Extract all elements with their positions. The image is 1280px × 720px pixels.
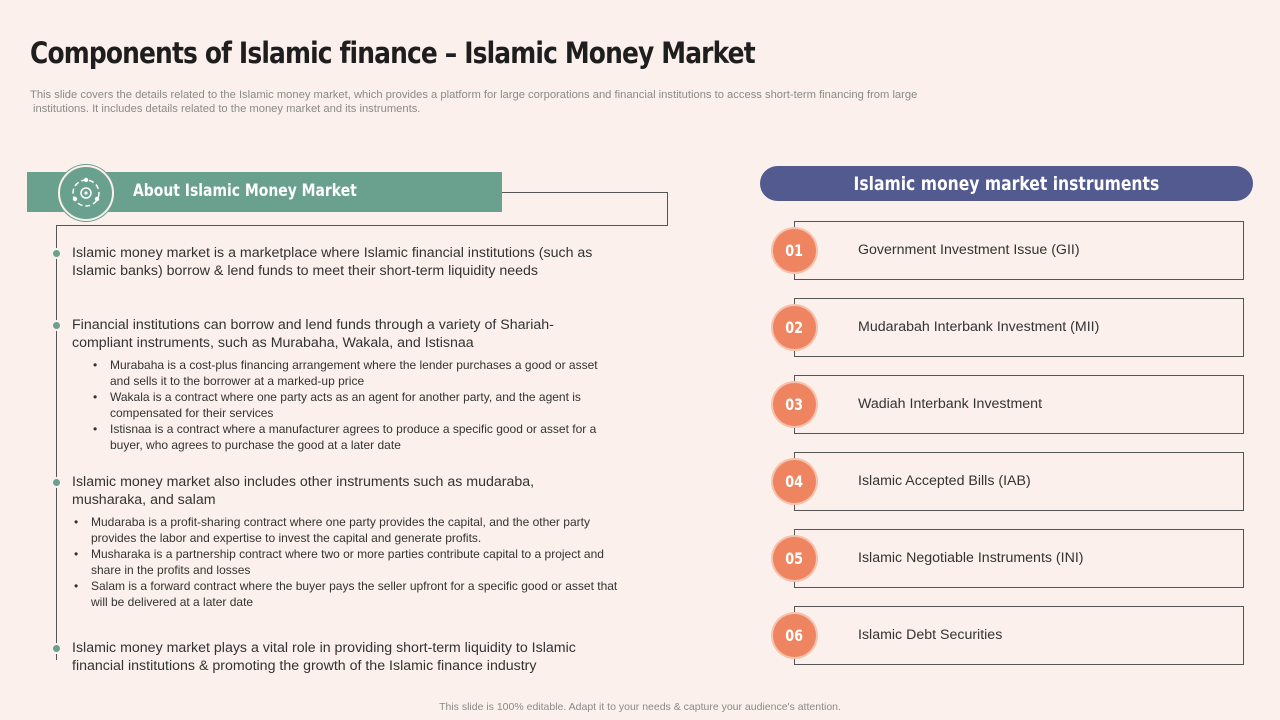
sub-bullet: • Istisnaa is a contract where a manufacturer agrees to produce a specific good or asset for a buyer, who agrees to purchase the good at a later date: [91, 421, 598, 453]
bullet-line: Islamic money market plays a vital role in providing short-term liquidity to Islamic: [72, 640, 576, 656]
about-title: About Islamic Money Market: [133, 181, 357, 201]
instrument-number: 03: [773, 383, 816, 426]
instruments-title: Islamic money market instruments: [853, 172, 1160, 195]
bullet-line: Islamic money market also includes other instruments such as mudaraba,: [72, 474, 535, 490]
sub-bullet-list: [72, 514, 617, 610]
bullet-line: compliant instruments, such as Murabaha, Wakala, and Istisnaa: [72, 335, 474, 351]
sub-bullet: • Murabaha is a cost-plus financing arrangement where the lender purchases a good or asset and sells it to the borrower at a marked-up price: [91, 357, 598, 389]
bullet-marker: [51, 248, 62, 259]
page-title: Components of Islamic finance – Islamic Money Market: [30, 36, 755, 70]
instrument-number: 04: [773, 460, 816, 503]
bullet-marker: [51, 643, 62, 654]
instruments-header: [760, 166, 1253, 201]
about-bullet: [72, 244, 592, 280]
subtitle-line: institutions. It includes details related to the money market and its instruments.: [33, 103, 421, 115]
instrument-label: Islamic Debt Securities: [858, 627, 1003, 643]
bullet-marker: [51, 320, 62, 331]
instrument-label: Mudarabah Interbank Investment (MII): [858, 319, 1100, 335]
sub-bullet-list: [91, 357, 598, 453]
instrument-label: Islamic Accepted Bills (IAB): [858, 473, 1031, 489]
bullet-line: musharaka, and salam: [72, 492, 216, 508]
subtitle-line: This slide covers the details related to the Islamic money market, which provides a platform for large corporations and financial institutions to access short-term financing from large: [30, 89, 918, 101]
about-bullet: [72, 473, 534, 509]
instrument-number: 02: [773, 306, 816, 349]
instrument-number: 06: [773, 614, 816, 657]
instrument-label: Wadiah Interbank Investment: [858, 396, 1043, 412]
instrument-number: 05: [773, 537, 816, 580]
footer-note: This slide is 100% editable. Adapt it to your needs & capture your audience's attention.: [439, 701, 841, 713]
instrument-number: 01: [773, 229, 816, 272]
about-bullet: [72, 316, 554, 352]
bullet-line: financial institutions & promoting the growth of the Islamic finance industry: [72, 658, 537, 674]
bullet-line: Islamic money market is a marketplace where Islamic financial institutions (such as: [72, 245, 593, 261]
network-gear-icon: [58, 165, 114, 221]
divider: [56, 225, 668, 226]
timeline-line: [56, 225, 57, 660]
page-subtitle: [30, 88, 1010, 116]
sub-bullet: • Musharaka is a partnership contract where two or more parties contribute capital to a project and share in the profits and losses: [72, 546, 617, 578]
about-bullet: [72, 639, 576, 675]
instrument-label: Islamic Negotiable Instruments (INI): [858, 550, 1084, 566]
bullet-line: Islamic banks) borrow & lend funds to meet their short-term liquidity needs: [72, 263, 539, 279]
sub-bullet: • Salam is a forward contract where the buyer pays the seller upfront for a specific good or asset that will be delivered at a later date: [72, 578, 617, 610]
instrument-label: Government Investment Issue (GII): [858, 242, 1080, 258]
sub-bullet: • Mudaraba is a profit-sharing contract where one party provides the capital, and the other party provides the labor and expertise to invest the capital and generate profits.: [72, 514, 617, 546]
bullet-marker: [51, 477, 62, 488]
sub-bullet: • Wakala is a contract where one party acts as an agent for another party, and the agent is compensated for their services: [91, 389, 598, 421]
bullet-line: Financial institutions can borrow and lend funds through a variety of Shariah-: [72, 317, 554, 333]
